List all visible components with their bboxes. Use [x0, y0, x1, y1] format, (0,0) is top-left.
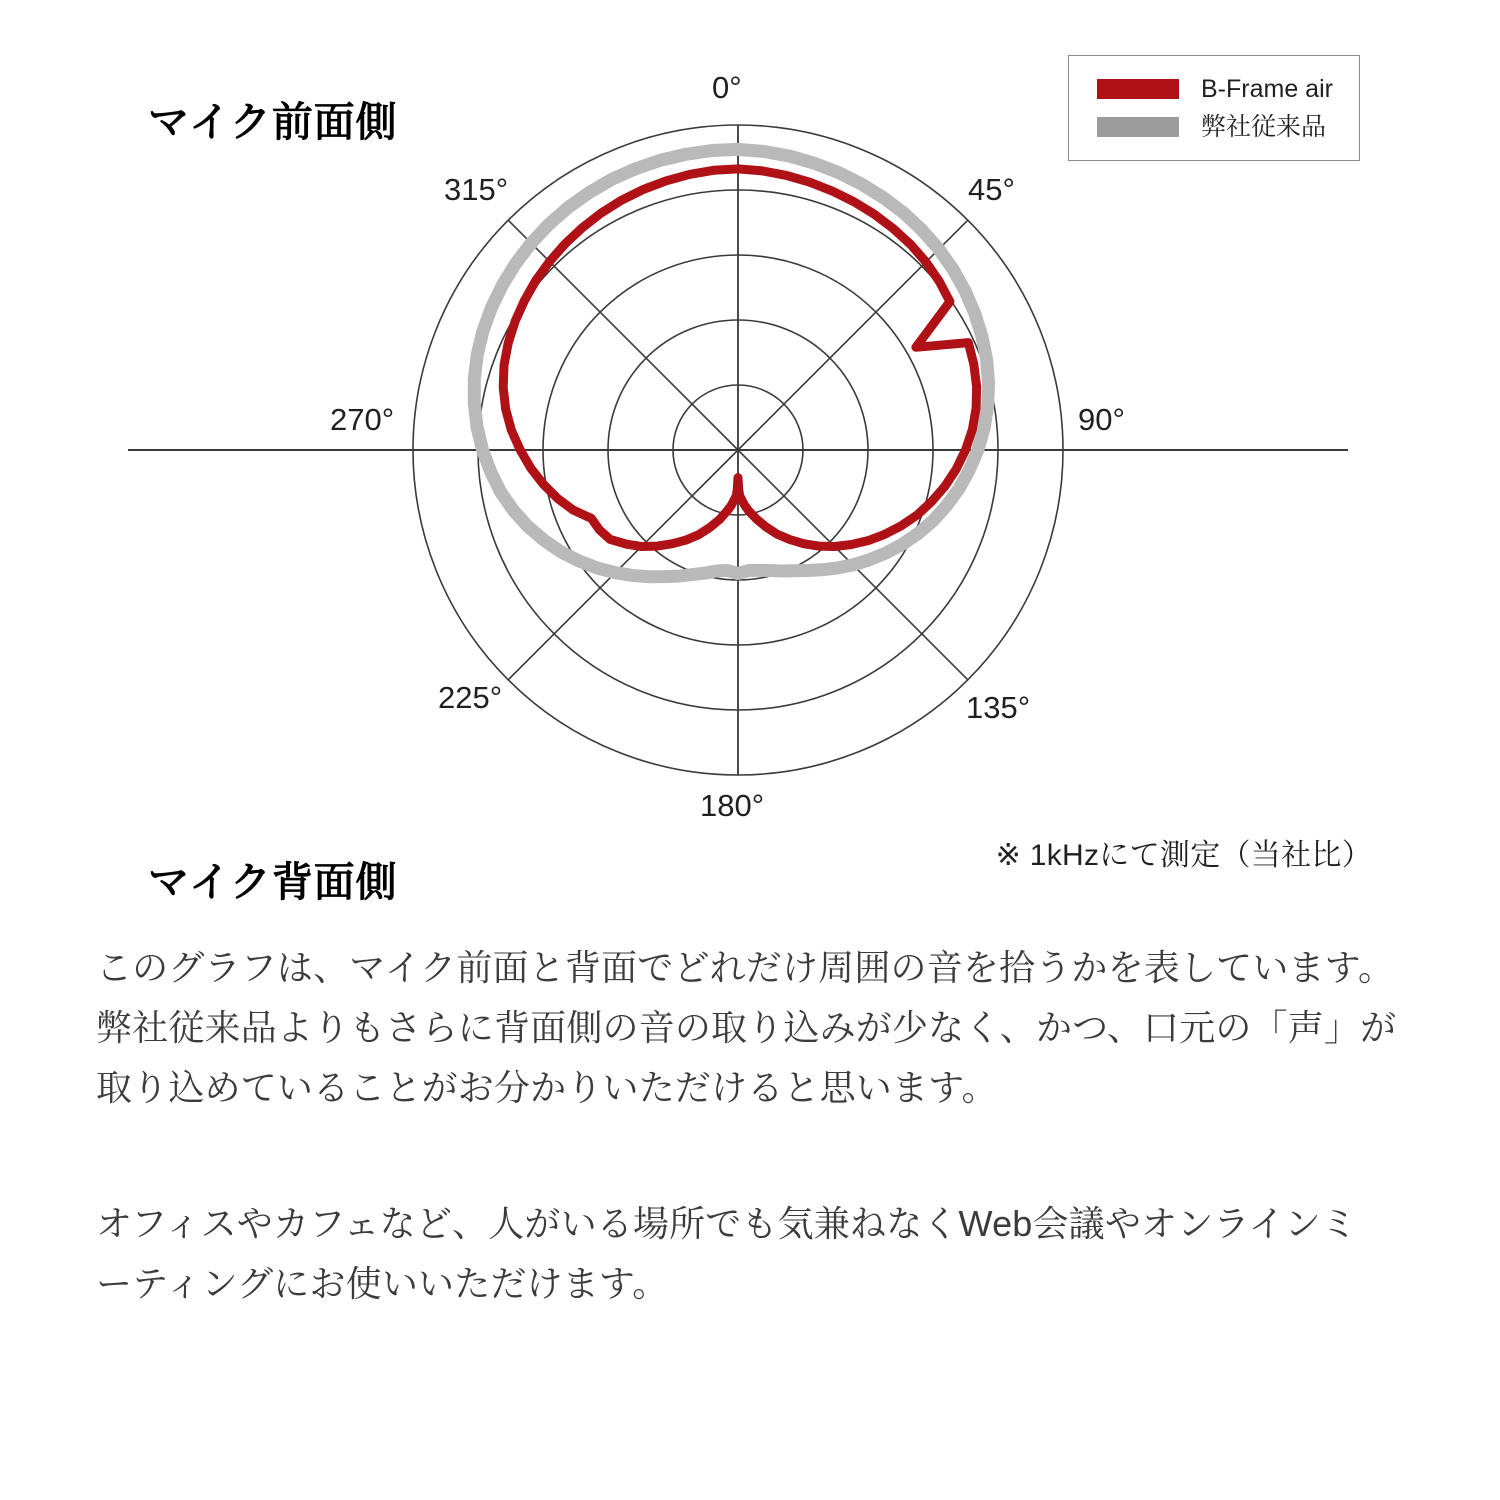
series-line-b-frame-air [503, 169, 976, 547]
grid-spoke-45 [738, 220, 968, 450]
paragraph-line: オフィスやカフェなど、人がいる場所でも気兼ねなくWeb会議やオンラインミ [96, 1203, 1358, 1244]
paragraph-line: 弊社従来品よりもさらに背面側の音の取り込みが少なく、かつ、口元の「声」が [96, 1007, 1397, 1048]
chart-heading-back: マイク背面側 [148, 859, 398, 906]
axis-tick-90: 90° [1078, 402, 1125, 437]
legend-label-conventional: 弊社従来品 [1201, 112, 1327, 141]
paragraph-1 [96, 938, 1446, 1118]
axis-tick-270: 270° [330, 402, 395, 437]
axis-tick-180: 180° [700, 788, 765, 823]
measurement-note: ※ 1kHzにて測定（当社比） [995, 839, 1372, 872]
chart-heading-front: マイク前面側 [148, 99, 398, 146]
axis-tick-135: 135° [966, 690, 1031, 725]
paragraph-line: このグラフは、マイク前面と背面でどれだけ周囲の音を拾うかを表しています。 [96, 947, 1395, 988]
paragraph-line: 取り込めていることがお分かりいただけると思います。 [96, 1067, 998, 1108]
paragraph-2 [96, 1194, 1446, 1314]
paragraph-line: ーティングにお使いいただけます。 [96, 1263, 669, 1304]
legend-label-b-frame-air: B-Frame air [1201, 74, 1333, 103]
axis-tick-315: 315° [444, 172, 509, 207]
axis-tick-0: 0° [712, 70, 742, 105]
axis-tick-225: 225° [438, 680, 503, 715]
grid-spoke-315 [508, 220, 738, 450]
description-text [96, 938, 1446, 1314]
axis-tick-45: 45° [968, 172, 1015, 207]
